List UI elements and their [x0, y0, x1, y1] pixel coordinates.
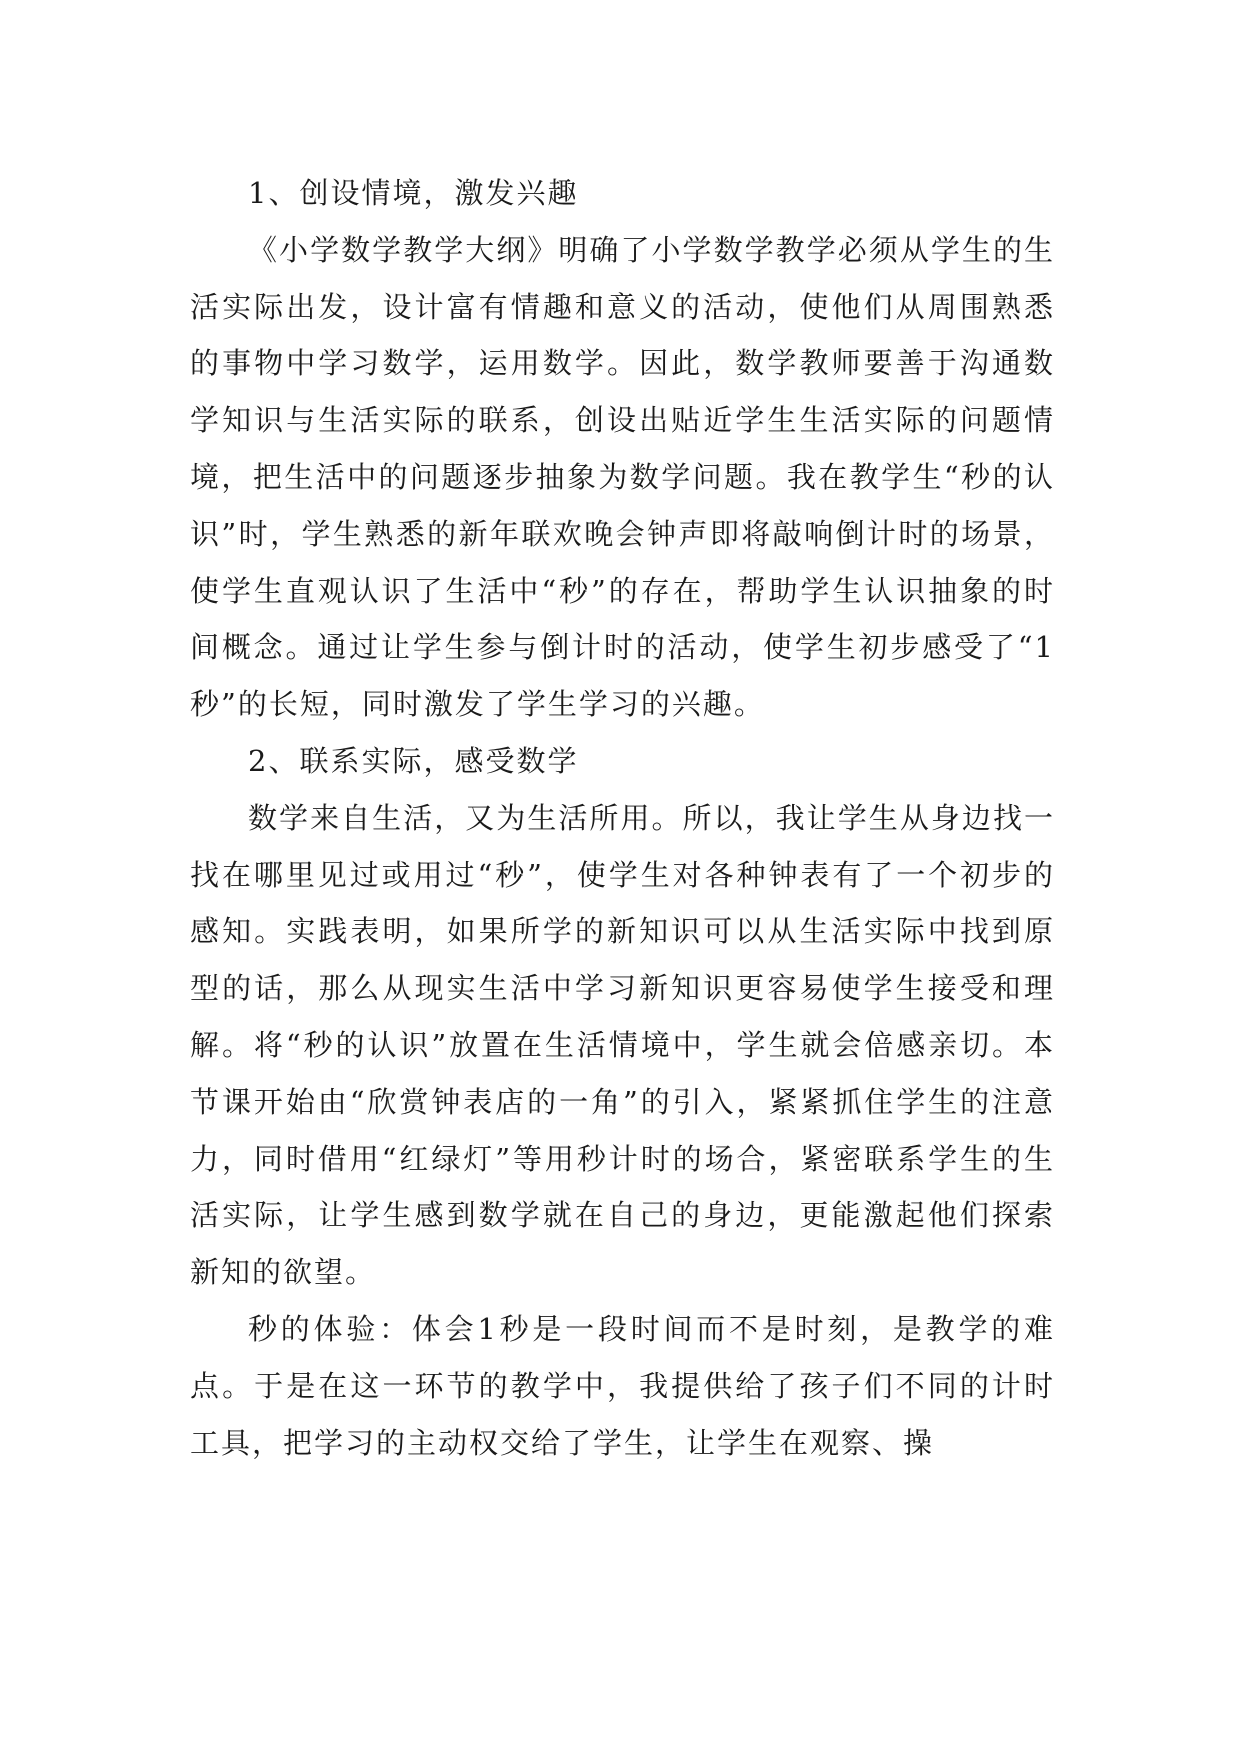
paragraph-2: 数学来自生活，又为生活所用。所以，我让学生从身边找一找在哪里见过或用过“秒”，使学生对各种钟表有了一个初步的感知。实践表明，如果所学的新知识可以从生活实际中找到原型的话，那么从现实生活中学习新知识更容易使学生接受和理解。将“秒的认识”放置在生活情境中，学生就会倍感亲切。本节课开始由“欣赏钟表店的一角”的引入，紧紧抓住学生的注意力，同时借用“红绿灯”等用秒计时的场合，紧密联系学生的生活实际，让学生感到数学就在自己的身边，更能激起他们探索新知的欲望。: [190, 800, 1055, 1290]
paragraph-3: 秒的体验：体会1秒是一段时间而不是时刻，是教学的难点。于是在这一环节的教学中，我提供给了孩子们不同的计时工具，把学习的主动权交给了学生，让学生在观察、操: [190, 1311, 1055, 1460]
section-heading-1: 1、创设情境，激发兴趣: [248, 176, 579, 210]
section-heading-2: 2、联系实际，感受数学: [248, 743, 579, 778]
paragraph-1: 《小学数学教学大纲》明确了小学数学教学必须从学生的生活实际出发，设计富有情趣和意义的活动，使他们从周围熟悉的事物中学习数学，运用数学。因此，数学教师要善于沟通数学知识与生活实际的联系，创设出贴近学生生活实际的问题情境，把生活中的问题逐步抽象为数学问题。我在教学生“秒的认识”时，学生熟悉的新年联欢晚会钟声即将敲响倒计时的场景，使学生直观认识了生活中“秒”的存在，帮助学生认识抽象的时间概念。通过让学生参与倒计时的活动，使学生初步感受了“1秒”的长短，同时激发了学生学习的兴趣。: [190, 232, 1055, 722]
document-body: [190, 165, 1055, 1471]
